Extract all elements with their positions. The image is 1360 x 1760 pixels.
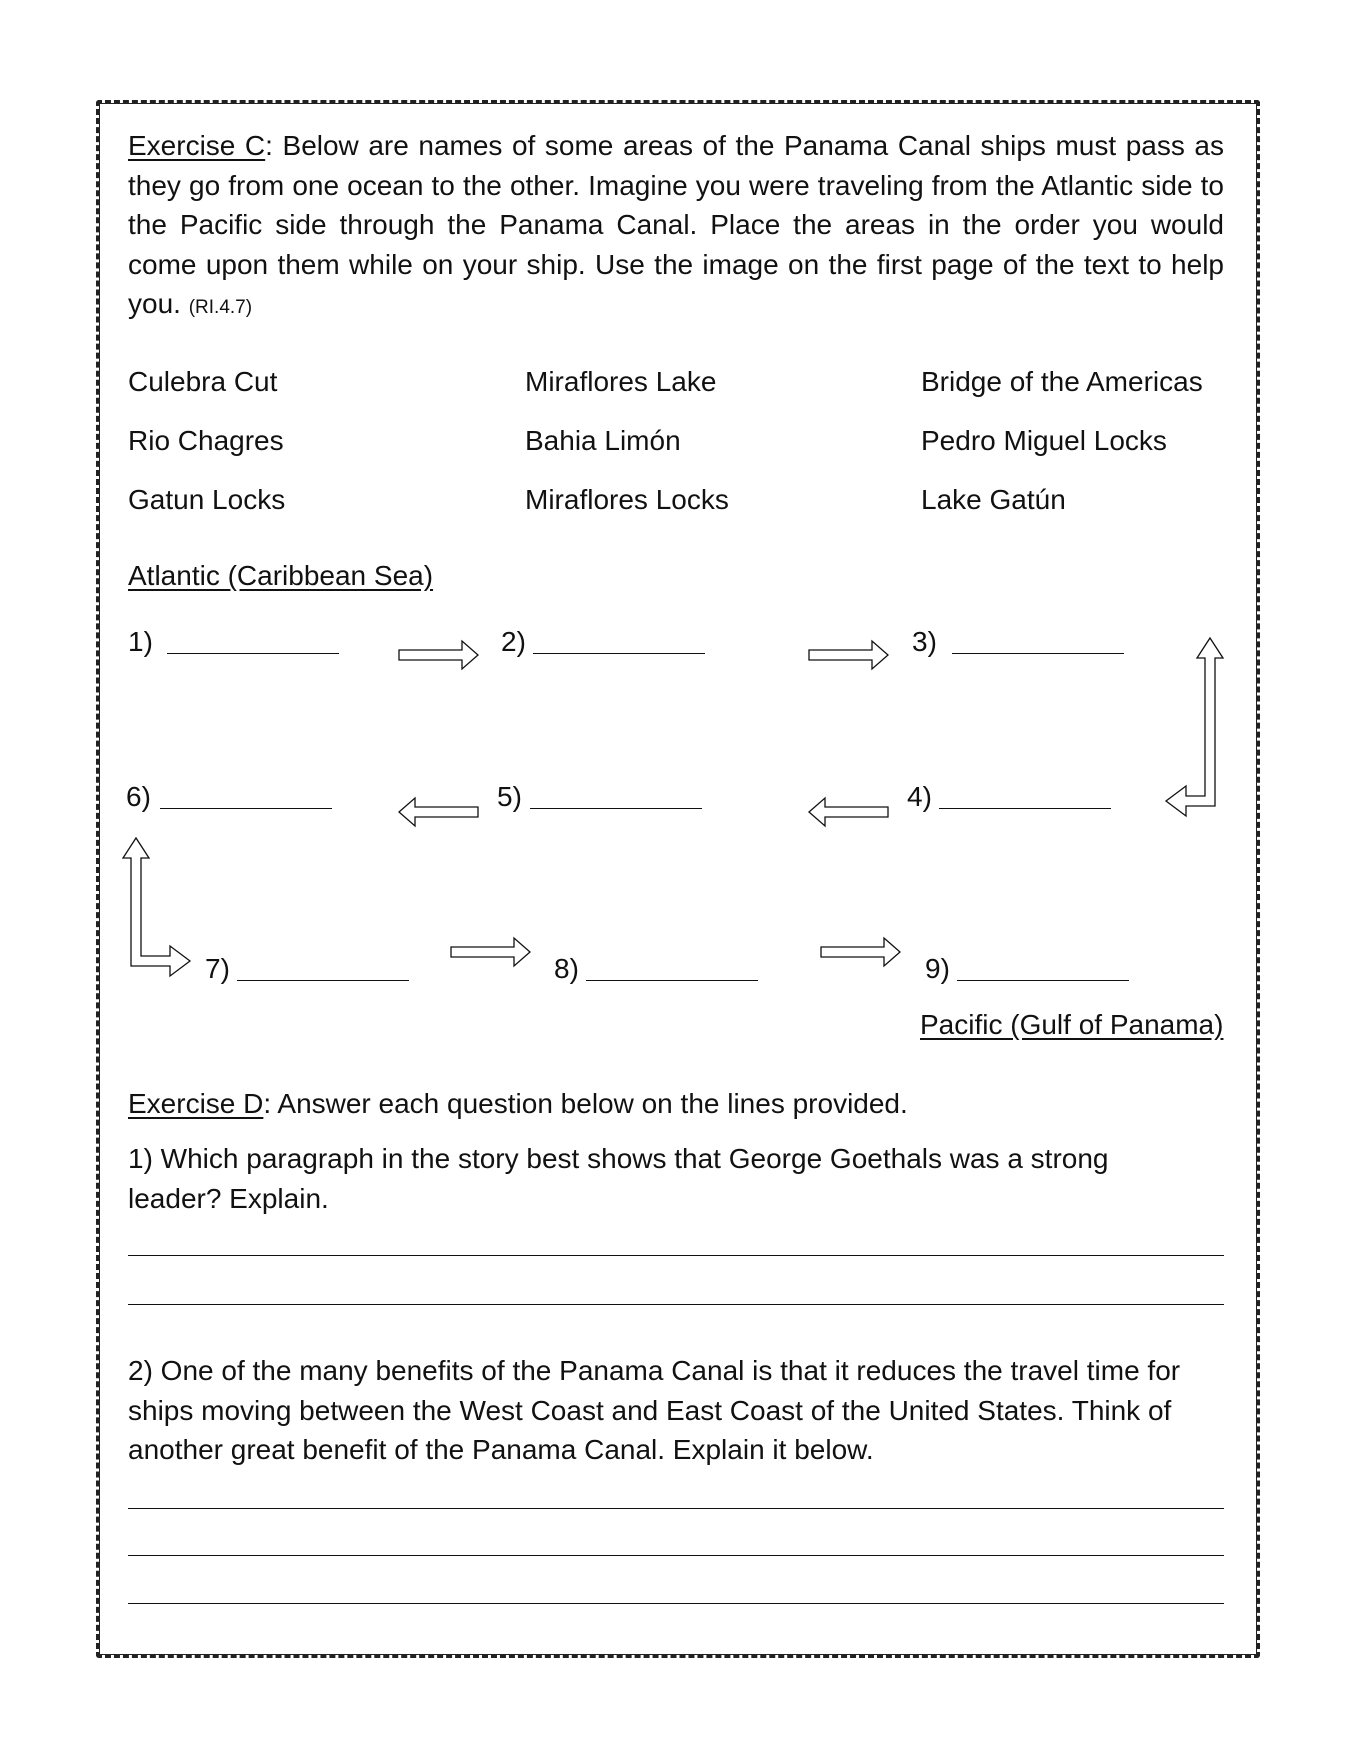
arrow-turn-up-icon — [1164, 636, 1226, 818]
exercise-d-heading: Exercise D — [128, 1088, 264, 1119]
arrow-left-icon — [397, 796, 479, 828]
answer-blank-7[interactable] — [237, 980, 409, 981]
pacific-label: Pacific (Gulf of Panama) — [920, 1009, 1224, 1040]
answer-blank-4[interactable] — [939, 808, 1111, 809]
slot-label-9: 9) — [925, 953, 950, 984]
arrow-right-icon — [450, 936, 532, 968]
exercise-c-text: Below are names of some areas of the Panama Canal ships must pass as they go from one ocean to the other. Imagine you were traveling from the Atlantic side to the Pacific side through the Panama Canal. Place the areas in the order you would come upon them while on your ship. Use the image on the first page of the text to help you. — [128, 130, 1224, 319]
question-1: 1) Which paragraph in the story best shows that George Goethals was a strong leader? Explain. — [128, 1143, 1109, 1214]
word-bank-item: Bridge of the Americas — [921, 366, 1203, 397]
atlantic-label: Atlantic (Caribbean Sea) — [128, 560, 434, 591]
word-bank-item: Miraflores Locks — [525, 484, 729, 515]
answer-blank-3[interactable] — [952, 653, 1124, 654]
slot-label-2: 2) — [501, 626, 526, 657]
word-bank-item: Lake Gatún — [921, 484, 1066, 515]
arrow-right-icon — [398, 639, 480, 671]
question-2: 2) One of the many benefits of the Panama Canal is that it reduces the travel time for ships moving between the West Coast and East Coast of the United States. Think of another great benefit of the Panama Canal. Explain it below. — [128, 1355, 1181, 1465]
exercise-c-heading: Exercise C — [128, 130, 266, 161]
word-bank-item: Rio Chagres — [128, 425, 284, 456]
word-bank-item: Pedro Miguel Locks — [921, 425, 1167, 456]
answer-blank-6[interactable] — [160, 808, 332, 809]
exercise-c-instructions: Exercise C: Below are names of some areas of the Panama Canal ships must pass as they go from one ocean to the other. Imagine you were traveling from the Atlantic side to the Pacific side through the Panama Canal. Place the areas in the order you would come upon them while on your ship. Use the image on the first page of the text to help you. (RI.4.7) — [128, 130, 1224, 319]
answer-line[interactable] — [128, 1603, 1224, 1604]
word-bank-item: Miraflores Lake — [525, 366, 717, 397]
arrow-left-icon — [807, 796, 889, 828]
slot-label-4: 4) — [907, 781, 932, 812]
answer-blank-1[interactable] — [167, 653, 339, 654]
slot-label-3: 3) — [912, 626, 937, 657]
answer-blank-2[interactable] — [533, 653, 705, 654]
slot-label-5: 5) — [497, 781, 522, 812]
slot-label-6: 6) — [126, 781, 151, 812]
answer-line[interactable] — [128, 1304, 1224, 1305]
answer-line[interactable] — [128, 1508, 1224, 1509]
answer-line[interactable] — [128, 1255, 1224, 1256]
slot-label-1: 1) — [128, 626, 153, 657]
answer-blank-8[interactable] — [586, 980, 758, 981]
answer-blank-9[interactable] — [957, 980, 1129, 981]
word-bank-item: Gatun Locks — [128, 484, 286, 515]
exercise-d-instructions: Exercise D: Answer each question below on the lines provided. — [128, 1088, 908, 1119]
arrow-right-icon — [820, 936, 902, 968]
answer-blank-5[interactable] — [530, 808, 702, 809]
answer-line[interactable] — [128, 1555, 1224, 1556]
arrow-right-icon — [808, 639, 890, 671]
slot-label-8: 8) — [554, 953, 579, 984]
word-bank-item: Culebra Cut — [128, 366, 278, 397]
exercise-d-text: Answer each question below on the lines provided. — [277, 1088, 908, 1119]
arrow-turn-right-icon — [120, 836, 192, 974]
word-bank-item: Bahia Limón — [525, 425, 681, 456]
exercise-c-standard: (RI.4.7) — [188, 297, 253, 318]
slot-label-7: 7) — [205, 953, 230, 984]
